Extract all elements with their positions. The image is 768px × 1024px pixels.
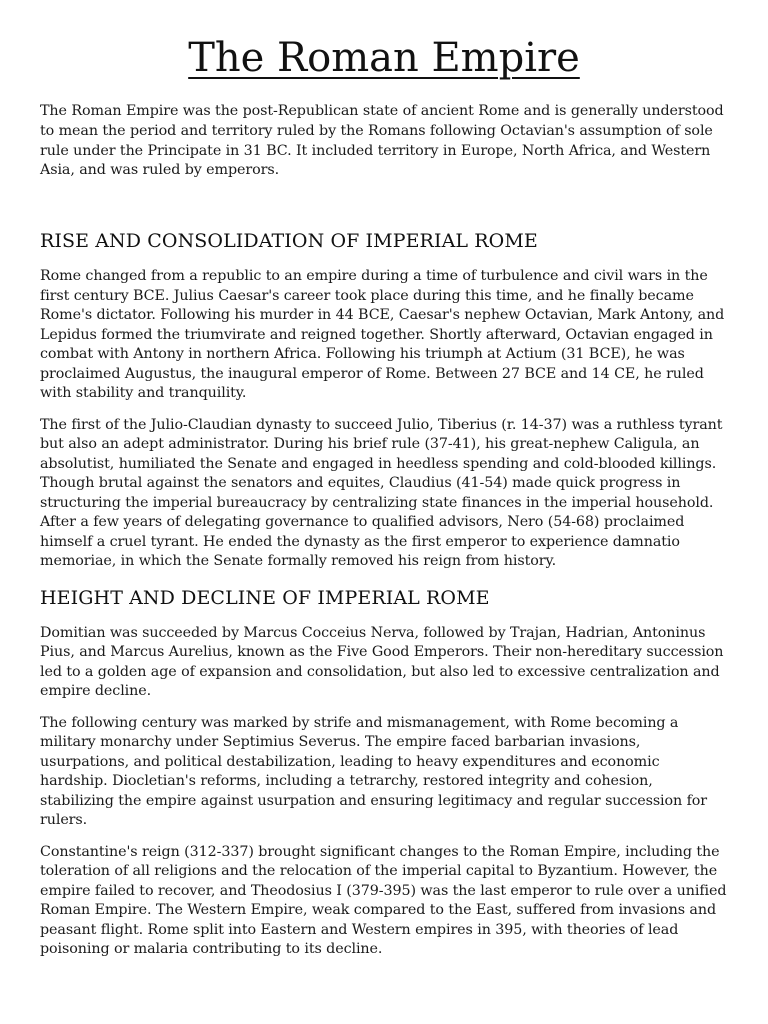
document-title: The Roman Empire — [188, 35, 580, 81]
paragraph: The first of the Julio-Claudian dynasty to succeed Julio, Tiberius (r. 14-37) was a ruthless tyrant but also an adept administrator. During his brief rule (37-41), his great-nephew Caligula, an absolutist, humiliated the Senate and engaged in heedless spending and cold-blooded killings. Though brutal against the senators and equites, Claudius (41-54) made quick progress in structuring the imperial bureaucracy by centralizing state finances in the imperial household. After a few years of delegating governance to qualified advisors, Nero (54-68) proclaimed himself a cruel tyrant. He ended the dynasty as the first emperor to experience damnatio memoriae, in which the Senate formally removed his reign from history. — [40, 416, 723, 570]
section-heading: RISE AND CONSOLIDATION OF IMPERIAL ROME — [40, 230, 538, 253]
section-rise-and-consolidation — [40, 229, 728, 572]
paragraph: Domitian was succeeded by Marcus Cocceius Nerva, followed by Trajan, Hadrian, Antoninus Pius, and Marcus Aurelius, known as the Five Good Emperors. Their non-hereditary succession led to a golden age of expansion and consolidation, but also led to excessive centralization and empire decline. — [40, 624, 724, 700]
section-height-and-decline — [40, 586, 728, 960]
section-heading: HEIGHT AND DECLINE OF IMPERIAL ROME — [40, 586, 490, 609]
paragraph: Constantine's reign (312-337) brought significant changes to the Roman Empire, including the toleration of all religions and the relocation of the imperial capital to Byzantium. However, the empire failed to recover, and Theodosius I (379-395) was the last emperor to rule over a unified Roman Empire. The Western Empire, weak compared to the East, suffered from invasions and peasant flight. Rome split into Eastern and Western empires in 395, with theories of lead poisoning or malaria contributing to its decline. — [40, 843, 727, 958]
paragraph: The following century was marked by strife and mismanagement, with Rome becoming a military monarchy under Septimius Severus. The empire faced barbarian invasions, usurpations, and political destabilization, leading to heavy expenditures and economic hardship. Diocletian's reforms, including a tetrarchy, restored integrity and cohesion, stabilizing the empire against usurpation and ensuring legitimacy and regular succession for rulers. — [40, 714, 708, 829]
intro-paragraph: The Roman Empire was the post-Republican state of ancient Rome and is generally understood to mean the period and territory ruled by the Romans following Octavian's assumption of sole rule under the Principate in 31 BC. It included territory in Europe, North Africa, and Western Asia, and was ruled by emperors. — [40, 103, 724, 179]
paragraph: Rome changed from a republic to an empire during a time of turbulence and civil wars in the first century BCE. Julius Caesar's career took place during this time, and he finally became Rome's dictator. Following his murder in 44 BCE, Caesar's nephew Octavian, Mark Antony, and Lepidus formed the triumvirate and reigned together. Shortly afterward, Octavian engaged in combat with Antony in northern Africa. Following his triumph at Actium (31 BCE), he was proclaimed Augustus, the inaugural emperor of Rome. Between 27 BCE and 14 CE, he ruled with stability and tranquility. — [40, 268, 725, 402]
